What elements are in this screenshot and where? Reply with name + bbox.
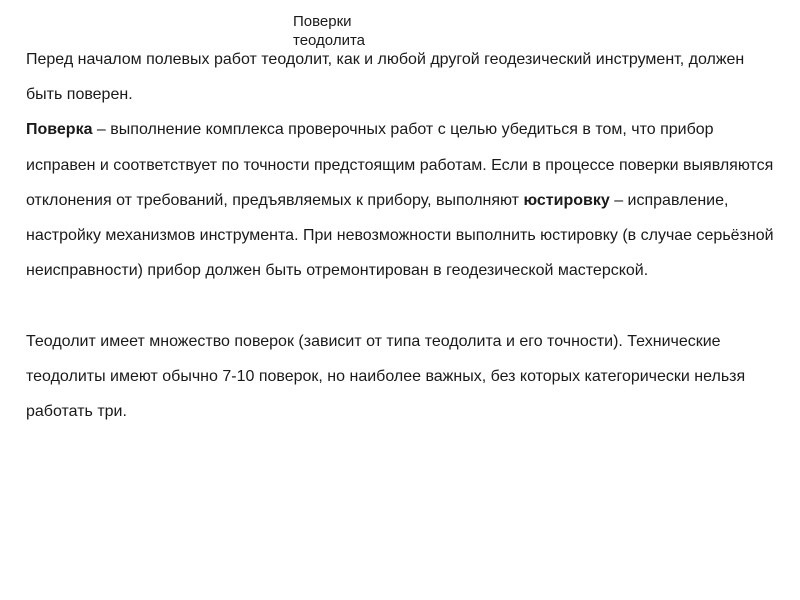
slide-body — [26, 42, 776, 429]
conclusion-paragraph: Теодолит имеет множество поверок (зависит от типа теодолита и его точности). Технические теодолиты имеют обычно 7-10 поверок, но наиболее важных, без которых категорически нельзя работать три. — [26, 332, 746, 421]
term-poverka: Поверка — [26, 121, 93, 139]
term-yustirovka: юстировку — [523, 191, 610, 209]
slide-title: Поверки теодолита — [293, 13, 365, 49]
intro-paragraph: Перед началом полевых работ теодолит, как и любой другой геодезический инструмент, должен быть поверен. — [26, 51, 745, 104]
definition-text-part-1: – выполнение комплекса проверочных работ с целью убедиться в том, что прибор исправен и соответствует по точности предстоящим работам. Если в процессе поверки выявляются отклонения от требований, предъявляемых к прибору, выполняют — [26, 121, 774, 209]
definition-text-part-2: – исправление, настройку механизмов инструмента. При невозможности выполнить юстировку (в случае серьёзной неисправности) прибор должен быть отремонтирован в геодезической мастерской. — [26, 191, 774, 280]
paragraph-spacer — [26, 288, 776, 323]
definition-paragraph — [26, 112, 776, 288]
